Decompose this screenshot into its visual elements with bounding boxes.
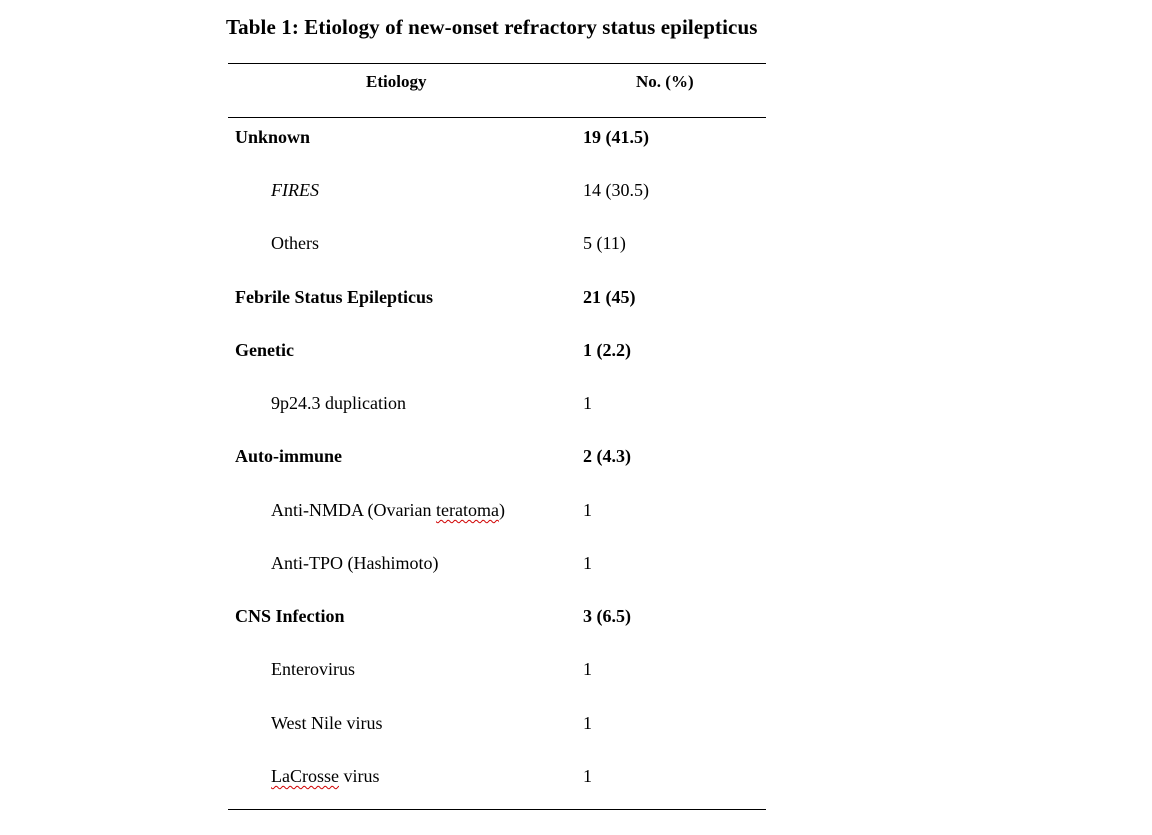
count-cell: 1 — [583, 500, 592, 520]
count-cell: 1 — [583, 659, 592, 679]
count-cell: 3 (6.5) — [583, 606, 631, 626]
table-row — [0, 713, 1152, 737]
count-cell: 1 (2.2) — [583, 340, 631, 360]
etiology-text: Anti-NMDA (Ovarian — [271, 500, 436, 520]
etiology-cell: Auto-immune — [235, 446, 342, 466]
table-row — [0, 340, 1152, 364]
etiology-cell: Others — [271, 233, 319, 253]
table-bottom-rule — [228, 809, 766, 810]
etiology-cell — [271, 500, 505, 521]
etiology-cell: FIRES — [271, 180, 319, 200]
count-cell: 19 (41.5) — [583, 127, 649, 147]
etiology-cell: 9p24.3 duplication — [271, 393, 406, 413]
table-row — [0, 233, 1152, 257]
count-cell: 1 — [583, 553, 592, 573]
count-cell: 1 — [583, 393, 592, 413]
count-cell: 21 (45) — [583, 287, 636, 307]
etiology-text: virus — [338, 766, 380, 786]
count-cell: 14 (30.5) — [583, 180, 649, 200]
etiology-cell: Anti-TPO (Hashimoto) — [271, 553, 439, 573]
table-row — [0, 766, 1152, 790]
etiology-cell: Unknown — [235, 127, 311, 147]
table-row — [0, 446, 1152, 470]
etiology-cell: Enterovirus — [271, 659, 355, 679]
count-cell: 5 (11) — [583, 233, 626, 253]
etiology-text: ) — [498, 500, 505, 520]
etiology-cell: Febrile Status Epilepticus — [235, 287, 434, 307]
etiology-cell: Genetic — [235, 340, 294, 360]
column-header-etiology: Etiology — [366, 72, 427, 91]
count-cell: 1 — [583, 766, 592, 786]
table-row — [0, 287, 1152, 311]
table-row — [0, 500, 1152, 524]
count-cell: 1 — [583, 713, 592, 733]
spellcheck-flagged-word: teratoma — [435, 500, 499, 520]
table-row — [0, 180, 1152, 204]
etiology-cell: West Nile virus — [271, 713, 383, 733]
table-header-rule — [228, 117, 766, 118]
table-row — [0, 553, 1152, 577]
count-cell: 2 (4.3) — [583, 446, 631, 466]
table-row — [0, 606, 1152, 630]
table-row — [0, 127, 1152, 151]
etiology-cell — [271, 766, 379, 787]
table-row — [0, 393, 1152, 417]
table-top-rule — [228, 63, 766, 64]
column-header-count: No. (%) — [636, 72, 694, 91]
table-caption: Table 1: Etiology of new-onset refractory status epilepticus — [226, 15, 758, 39]
etiology-cell: CNS Infection — [235, 606, 345, 626]
spellcheck-flagged-word: LaCrosse — [271, 766, 339, 786]
table-row — [0, 659, 1152, 683]
